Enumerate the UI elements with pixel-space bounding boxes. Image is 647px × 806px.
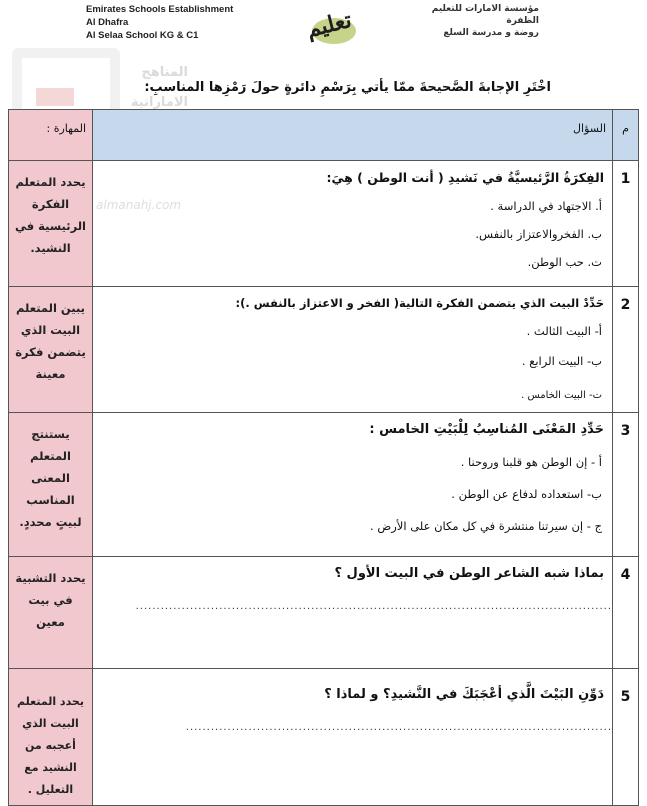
option-b[interactable]: ب- البيت الرابع . — [521, 354, 602, 368]
question-row-3 — [9, 413, 639, 557]
org-name-en: Emirates Schools Establishment — [86, 4, 234, 15]
question-text: حَدِّدِ المَعْنَى المُناسِبُ لِلْبَيْتِ الخامس : — [369, 422, 604, 437]
region-ar: الظفرة — [506, 16, 539, 26]
answer-line[interactable]: ...................................................................................................... — [185, 722, 612, 733]
skill-cell: يحدد المتعلم الفكرة الرئيسية في النشيد. — [9, 161, 93, 287]
logo-text: تعليم — [303, 6, 355, 44]
header-arabic — [432, 3, 539, 39]
table-header-row — [9, 110, 639, 161]
question-row-5 — [9, 669, 639, 806]
header-num: م — [613, 110, 639, 161]
taleem-logo — [290, 4, 368, 48]
question-number: 4 — [613, 557, 639, 669]
watermark-url: almanahj.com — [96, 198, 182, 212]
option-c[interactable]: ت. حب الوطن. — [527, 255, 602, 269]
question-text: حَدِّدْ البيت الذي يتضمن الفكرة التالية( الفخر و الاعتزاز بالنفس .): — [235, 296, 604, 310]
school-en: Al Selaa School KG & C1 — [86, 30, 199, 41]
worksheet-table — [8, 109, 639, 806]
option-c[interactable]: ج - إن سيرتنا منتشرة في كل مكان على الأرض . — [370, 519, 602, 533]
watermark-logo-accent — [36, 88, 74, 106]
skill-cell: يحدد التشبية في بيت معين — [9, 557, 93, 669]
option-c[interactable]: ت- البيت الخامس . — [521, 390, 602, 401]
watermark-text: المناهج الاماراتية — [130, 65, 188, 110]
question-cell — [93, 161, 613, 287]
skill-cell: يبين المتعلم البيت الذي يتضمن فكرة معينة — [9, 287, 93, 413]
question-cell — [93, 287, 613, 413]
option-b[interactable]: ب. الفخروالاعتزاز بالنفس. — [475, 227, 602, 241]
question-row-2 — [9, 287, 639, 413]
instruction-text: اخْتَرِ الإجابةَ الصَّحيحةَ ممّا يأتي بِرَسْمِ دائرةٍ حولَ رَمْزِها المناسبِ: — [144, 80, 551, 95]
question-number: 2 — [613, 287, 639, 413]
header-skill: المهارة : — [9, 110, 93, 161]
skill-cell: يحدد المتعلم البيت الذي أعجبه من النشيد مع التعليل . — [9, 669, 93, 806]
school-ar: روضة و مدرسة السلع — [443, 28, 539, 38]
option-a[interactable]: أ. الاجتهاد في الدراسة . — [490, 199, 602, 213]
question-row-1 — [9, 161, 639, 287]
option-b[interactable]: ب- استعداده لدفاع عن الوطن . — [451, 487, 602, 501]
question-number: 3 — [613, 413, 639, 557]
answer-line[interactable]: .................................................................................................................. — [135, 601, 612, 612]
question-number: 5 — [613, 669, 639, 806]
header-question: السؤال — [93, 110, 613, 161]
skill-cell: يستنتج المتعلم المعنى المناسب لبيتٍ محددٍ. — [9, 413, 93, 557]
question-text: بماذا شبه الشاعر الوطن في البيت الأول ؟ — [334, 566, 604, 581]
question-cell — [93, 557, 613, 669]
question-cell — [93, 669, 613, 806]
question-cell — [93, 413, 613, 557]
question-text: دَوِّنِ البَيْتَ الَّذي أعْجَبَكَ في النَّشيدِ؟ و لماذا ؟ — [324, 687, 604, 702]
region-en: Al Dhafra — [86, 17, 129, 28]
org-name-ar: مؤسسة الامارات للتعليم — [431, 4, 539, 14]
header-english — [86, 3, 233, 42]
question-text: الفِكرَةُ الرَّئيسيَّةُ في نَشيدِ ( أنت الوطن ) هِيَ: — [326, 170, 604, 185]
question-row-4 — [9, 557, 639, 669]
option-a[interactable]: أ - إن الوطن هو قلبنا وروحنا . — [460, 455, 602, 469]
option-a[interactable]: أ- البيت الثالث . — [526, 324, 602, 338]
question-number: 1 — [613, 161, 639, 287]
